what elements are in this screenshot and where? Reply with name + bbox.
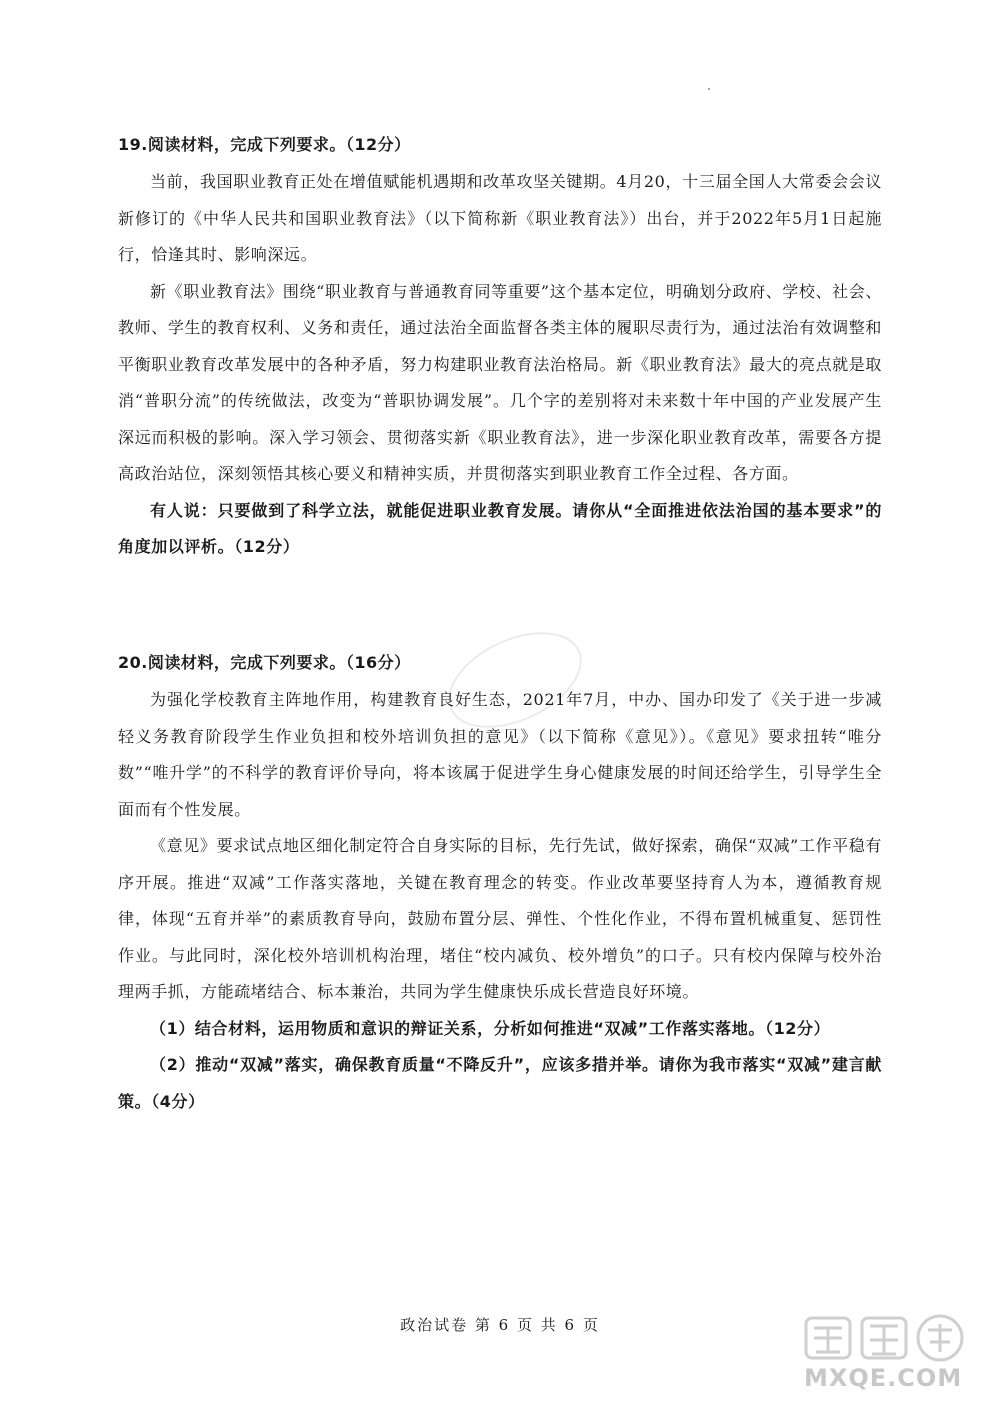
watermark-logo	[800, 1312, 975, 1392]
question-19-heading: 19.阅读材料，完成下列要求。（12分）	[118, 135, 411, 154]
question-20	[118, 648, 882, 1120]
page-footer: 政治试卷 第 6 页 共 6 页	[400, 1316, 600, 1334]
question-20-paragraph-1: 为强化学校教育主阵地作用，构建教育良好生态，2021年7月，中办、国办印发了《关于进一步减轻义务教育阶段学生作业负担和校外培训负担的意见》（以下简称《意见》）。《意见》要求扭转“唯分数”“唯升学”的不科学的教育评价导向，将本该属于促进学生身心健康发展的时间还给学生，引导学生全面而有个性发展。	[118, 690, 882, 819]
question-19	[118, 130, 882, 566]
question-20-task-2: （2）推动“双减”落实，确保教育质量“不降反升”，应该多措并举。请你为我市落实“双减”建言献策。（4分）	[118, 1055, 882, 1111]
question-20-task-1: （1）结合材料，运用物质和意识的辩证关系，分析如何推进“双减”工作落实落地。（12分）	[150, 1018, 831, 1038]
question-19-paragraph-1: 当前，我国职业教育正处在增值赋能机遇期和改革攻坚关键期。4月20，十三届全国人大常委会会议新修订的《中华人民共和国职业教育法》（以下简称新《职业教育法》）出台，并于2022年5月1日起施行，恰逢其时、影响深远。	[118, 172, 882, 264]
watermark-brand-logo	[800, 1312, 975, 1364]
watermark-site-text: MXQE.COM	[804, 1364, 963, 1392]
question-19-task: 有人说：只要做到了科学立法，就能促进职业教育发展。请你从“全面推进依法治国的基本要求”的角度加以评析。（12分）	[118, 500, 882, 556]
question-20-heading: 20.阅读材料，完成下列要求。（16分）	[118, 653, 411, 672]
question-20-paragraph-2: 《意见》要求试点地区细化制定符合自身实际的目标，先行先试，做好探索，确保“双减”工作平稳有序开展。推进“双减”工作落实落地，关键在教育理念的转变。作业改革要坚持育人为本，遵循教育规律，体现“五育并举”的素质教育导向，鼓励布置分层、弹性、个性化作业，不得布置机械重复、惩罚性作业。与此同时，深化校外培训机构治理，堵住“校内减负、校外增负”的口子。只有校内保障与校外治理两手抓，方能疏堵结合、标本兼治，共同为学生健康快乐成长营造良好环境。	[118, 836, 882, 1001]
scan-speck	[708, 88, 710, 90]
question-19-paragraph-2: 新《职业教育法》围绕“职业教育与普通教育同等重要”这个基本定位，明确划分政府、学校、社会、教师、学生的教育权利、义务和责任，通过法治全面监督各类主体的履职尽责行为，通过法治有效调整和平衡职业教育改革发展中的各种矛盾，努力构建职业教育法治格局。新《职业教育法》最大的亮点就是取消“普职分流”的传统做法，改变为“普职协调发展”。几个字的差别将对未来数十年中国的产业发展产生深远而积极的影响。深入学习领会、贯彻落实新《职业教育法》，进一步深化职业教育改革，需要各方提高政治站位，深刻领悟其核心要义和精神实质，并贯彻落实到职业教育工作全过程、各方面。	[118, 281, 882, 483]
